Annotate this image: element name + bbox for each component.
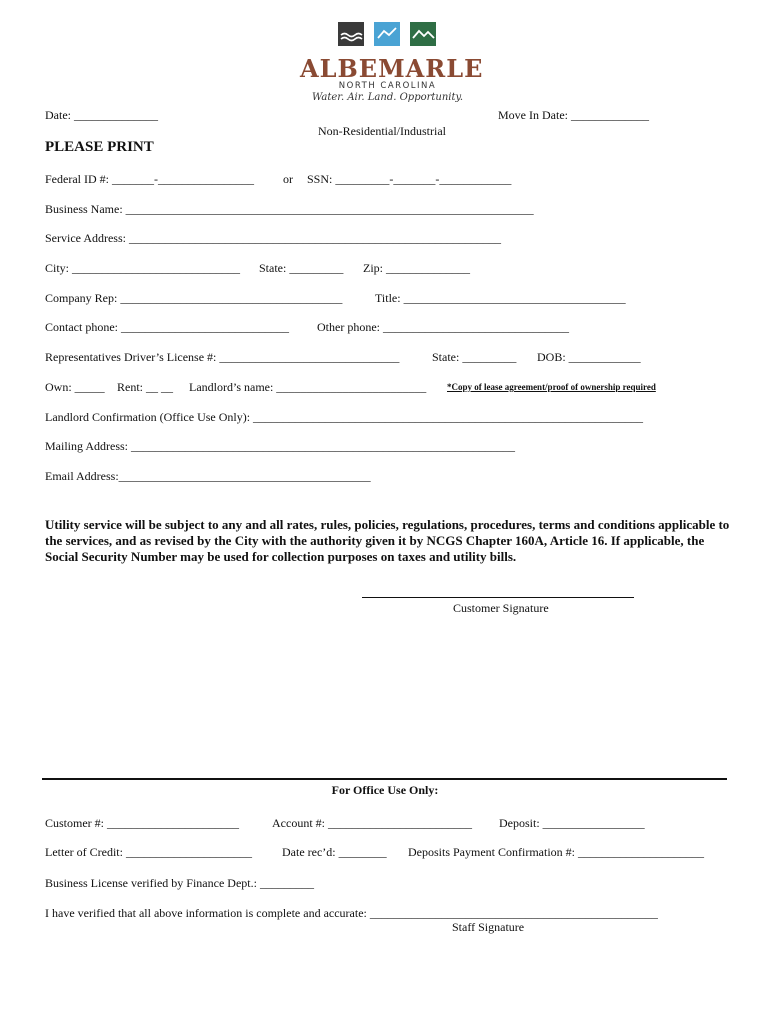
mailing-address-field[interactable]: Mailing Address: ________________________________________________________________ bbox=[45, 439, 515, 453]
landlord-name-field[interactable]: Landlord’s name: _________________________ bbox=[189, 380, 427, 394]
business-name-field[interactable]: Business Name: ____________________________________________________________________ bbox=[45, 202, 534, 216]
office-use-title: For Office Use Only: bbox=[331, 783, 439, 797]
customer-number-field[interactable]: Customer #: ______________________ bbox=[45, 816, 239, 830]
deposit-field[interactable]: Deposit: _________________ bbox=[499, 816, 645, 830]
logo-tagline: Water. Air. Land. Opportunity. bbox=[311, 92, 464, 103]
land-icon bbox=[410, 22, 436, 46]
lease-requirement-note: *Copy of lease agreement/proof of ownership required bbox=[447, 382, 656, 392]
contact-phone-field[interactable]: Contact phone: ____________________________ bbox=[45, 320, 289, 334]
logo-state: NORTH CAROLINA bbox=[338, 81, 437, 91]
air-icon bbox=[374, 22, 400, 46]
dob-field[interactable]: DOB: ____________ bbox=[537, 350, 641, 364]
logo-wordmark: ALBEMARLE bbox=[300, 54, 484, 83]
albemarle-logo bbox=[300, 18, 484, 110]
move-in-date-field[interactable]: Move In Date: _____________ bbox=[498, 108, 649, 122]
other-phone-field[interactable]: Other phone: _______________________________ bbox=[317, 320, 569, 334]
landlord-confirmation-field[interactable]: Landlord Confirmation (Office Use Only): _________________________________________________________________ bbox=[45, 410, 644, 424]
office-use-divider bbox=[42, 778, 727, 780]
rent-field[interactable]: Rent: __ __ bbox=[117, 380, 173, 394]
deposits-payment-confirmation-field[interactable]: Deposits Payment Confirmation #: _____________________ bbox=[408, 845, 704, 859]
state-field[interactable]: State: _________ bbox=[259, 261, 344, 275]
title-field[interactable]: Title: _____________________________________ bbox=[375, 291, 626, 305]
zip-field[interactable]: Zip: ______________ bbox=[363, 261, 470, 275]
please-print-heading: PLEASE PRINT bbox=[45, 139, 154, 155]
city-field[interactable]: City: ____________________________ bbox=[45, 261, 241, 275]
company-rep-field[interactable]: Company Rep: _____________________________________ bbox=[45, 291, 343, 305]
own-field[interactable]: Own: _____ bbox=[45, 380, 105, 394]
date-received-field[interactable]: Date rec’d: ________ bbox=[282, 845, 387, 859]
federal-id-field[interactable]: Federal ID #: _______-________________ bbox=[45, 172, 254, 186]
or-label: or bbox=[283, 172, 293, 186]
date-field[interactable]: Date: ______________ bbox=[45, 108, 158, 122]
business-license-verified-field[interactable]: Business License verified by Finance Dept.: _________ bbox=[45, 876, 314, 890]
terms-paragraph: Utility service will be subject to any and all rates, rules, policies, regulations, procedures, terms and conditions applicable to the services, and as revised by the City with the authority given it by NCGS Chapter 160A, Article 16. If applicable, the Social Security Number may be used for collection purposes on taxes and utility bills. bbox=[45, 517, 730, 564]
email-address-field[interactable]: Email Address:__________________________________________ bbox=[45, 469, 371, 483]
staff-signature-label: Staff Signature bbox=[452, 920, 525, 934]
account-number-field[interactable]: Account #: ________________________ bbox=[272, 816, 472, 830]
rep-state-field[interactable]: State: _________ bbox=[432, 350, 517, 364]
letter-of-credit-field[interactable]: Letter of Credit: _____________________ bbox=[45, 845, 252, 859]
water-icon bbox=[338, 22, 364, 46]
ssn-field[interactable]: SSN: _________-_______-____________ bbox=[307, 172, 512, 186]
verification-statement-field[interactable]: I have verified that all above information is complete and accurate: ________________________________________________ bbox=[45, 906, 658, 920]
rep-drivers-license-field[interactable]: Representatives Driver’s License #: ______________________________ bbox=[45, 350, 400, 364]
logo-icons bbox=[338, 22, 442, 46]
customer-signature-line[interactable] bbox=[362, 597, 634, 598]
customer-signature-label: Customer Signature bbox=[453, 601, 549, 615]
service-address-field[interactable]: Service Address: ______________________________________________________________ bbox=[45, 231, 501, 245]
form-subtitle: Non-Residential/Industrial bbox=[318, 124, 446, 138]
